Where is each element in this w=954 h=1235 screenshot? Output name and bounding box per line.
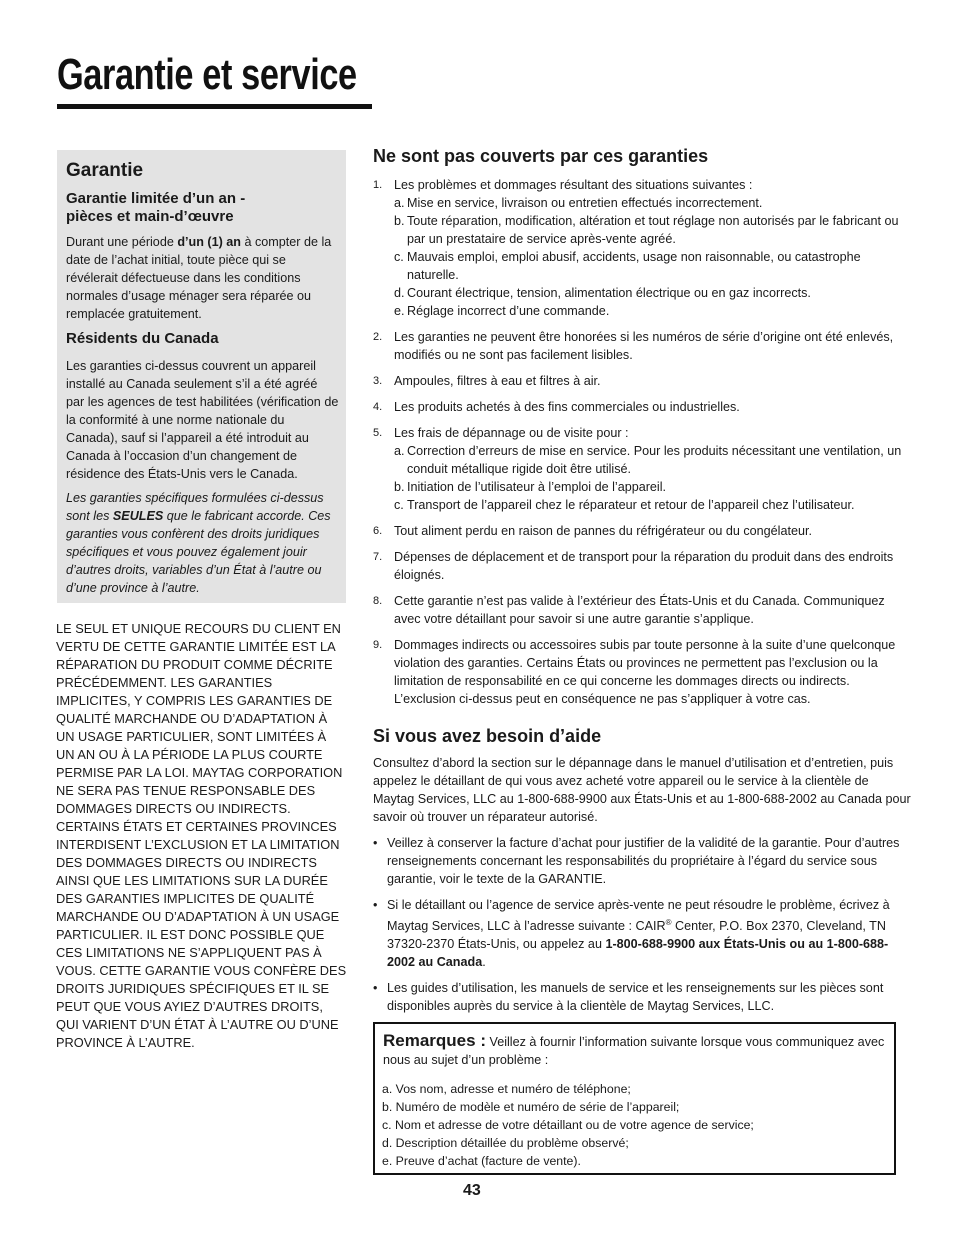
- notes-label: Remarques :: [383, 1031, 486, 1050]
- sub-item: [394, 284, 913, 302]
- note-bold: SEULES: [112, 509, 164, 523]
- disclaimer-text: LE SEUL ET UNIQUE RECOURS DU CLIENT EN VERTU DE CETTE GARANTIE LIMITÉE EST LA RÉPARATION DU PRODUIT COMME DÉCRITE PRÉCÉDEMMENT. LES GARANTIES IMPLICITES, Y COMPRIS LES GARANTIES DE QUALITÉ MARCHANDE OU D’ADAPTATION À UN USAGE PARTICULIER, SONT LIMITÉES À UN AN OU À LA PÉRIODE LA PLUS COURTE PERMISE PAR LA LOI. MAYTAG CORPORATION NE SERA PAS TENUE RESPONSABLE DES DOMMAGES DIRECTS OU INDIRECTS. CERTAINS ÉTATS ET CERTAINES PROVINCES INTERDISENT L’EXCLUSION ET LA LIMITATION DES DOMMAGES DIRECTS OU INDIRECTS AINSI QUE LES LIMITATIONS SUR LA DURÉE DES GARANTIES IMPLICITES DE QUALITÉ MARCHANDE OU D’ADAPTATION À UN USAGE PARTICULIER. IL EST DONC POSSIBLE QUE CES LIMITATIONS NE S’APPLIQUENT PAS À VOUS. CETTE GARANTIE VOUS CONFÈRE DES DROITS JURIDIQUES SPÉCIFIQUES ET IL SE PEUT QUE VOUS AYIEZ D’AUTRES DROITS, QUI VARIENT D’UN ÉTAT À L’AUTRE OU D’UNE PROVINCE À L’AUTRE.: [56, 621, 347, 1050]
- item-text: Dommages indirects ou accessoires subis par toute personne à la suite d’une quelconque violation des garanties. Certains États ou provinces ne permettent pas l’exclusion ou la limitation de responsabilité en ce qui concerne les dommages directs ou indirects. L’exclusion ci-dessus peut en conséquence ne pas s’appliquer à votre cas.: [394, 638, 896, 706]
- notes-items: [382, 1080, 754, 1170]
- help-intro: Consultez d’abord la section sur le dépannage dans le manuel d’utilisation et d’entretien, puis appelez le détaillant de qui vous avez acheté votre appareil ou le service à la clientèle de Maytag Services, LLC au 1-800-688-9900 aux États-Unis et au 1-800-688-2002 au Canada pour savoir où trouver un réparateur autorisé.: [373, 756, 911, 824]
- sub-item-text: Transport de l’appareil chez le réparateur et retour de l’appareil chez l’utilisateur.: [407, 498, 855, 512]
- limited-heading-line2: pièces et main-d’œuvre: [66, 208, 234, 225]
- bullet-text-after: .: [482, 955, 486, 970]
- sub-item: [394, 248, 913, 284]
- item-number: 3.: [373, 375, 383, 387]
- sub-item: [394, 194, 913, 212]
- title-underline: [57, 104, 372, 109]
- sub-item-letter: e.: [394, 304, 405, 318]
- exclusion-item: [373, 636, 913, 708]
- exclusions-list: [373, 176, 913, 716]
- sub-item-text: Réglage incorrect d’une commande.: [407, 304, 610, 318]
- notes-box: [373, 1022, 896, 1175]
- sub-item-text: Courant électrique, tension, alimentation électrique ou en gaz incorrects.: [407, 286, 811, 300]
- item-text: Cette garantie n’est pas valide à l’extérieur des États-Unis et du Canada. Communiquez avec votre détaillant pour savoir si une autre garantie s’applique.: [394, 594, 885, 626]
- sub-item-letter: a.: [394, 196, 405, 210]
- help-heading: Si vous avez besoin d’aide: [373, 726, 602, 746]
- exclusions-heading: Ne sont pas couverts par ces garanties: [373, 146, 709, 166]
- exclusion-item: [373, 548, 913, 584]
- item-text: Les produits achetés à des fins commerciales ou industrielles.: [394, 400, 740, 414]
- sub-item-letter: a.: [394, 444, 405, 458]
- sub-item-text: Initiation de l’utilisateur à l’emploi de l’appareil.: [407, 480, 667, 494]
- sub-item: [394, 442, 913, 478]
- limited-warranty-text: [66, 233, 339, 323]
- item-number: 5.: [373, 427, 383, 439]
- item-number: 8.: [373, 595, 383, 607]
- sub-item-letter: b.: [394, 214, 405, 228]
- item-number: 2.: [373, 331, 383, 343]
- note-before: Les garanties spécifiques formulées ci-dessus sont les: [66, 491, 324, 523]
- exclusion-item: [373, 328, 913, 364]
- bullet-phone-numbers: 1-800-688-9900 aux États-Unis ou au 1-800-688-2002 au Canada: [387, 937, 889, 970]
- sub-item-text: Toute réparation, modification, altération et tout réglage non autorisés par le fabricant ou par un prestataire de service après-vente agréé.: [407, 214, 899, 246]
- registered-mark: ®: [665, 918, 672, 927]
- exclusion-item: [373, 372, 913, 390]
- list-item: [373, 979, 913, 1015]
- bullet-text: Veillez à conserver la facture d’achat pour justifier de la validité de la garantie. Pour d’autres renseignements concernant les responsabilités du propriétaire à l’égard du service sous garantie, voir le texte de la GARANTIE.: [387, 836, 900, 886]
- sub-item-letter: c.: [394, 498, 404, 512]
- exclusion-item: [373, 398, 913, 416]
- notes-intro: [383, 1032, 888, 1069]
- canada-text: Les garanties ci-dessus couvrent un appareil installé au Canada seulement s’il a été agréé par les agences de test habilitées (vérification de la conformité à une norme nationale du Canada), sauf si l’appareil a été introduit au Canada à l’occasion d’un changement de résidence des États-Unis vers le Canada.: [66, 359, 339, 481]
- list-item: [373, 834, 913, 888]
- list-item: b. Numéro de modèle et numéro de série de l’appareil;: [382, 1100, 680, 1114]
- sub-item: [394, 478, 913, 496]
- limited-text-bold: d’un (1) an: [177, 235, 241, 249]
- warranty-box: [57, 150, 346, 603]
- exclusion-item: [373, 424, 913, 514]
- sub-item: [394, 496, 913, 514]
- item-number: 9.: [373, 639, 383, 651]
- list-item: d. Description détaillée du problème observé;: [382, 1136, 629, 1150]
- list-item: e. Preuve d’achat (facture de vente).: [382, 1154, 581, 1168]
- sub-item: [394, 302, 913, 320]
- item-text: Dépenses de déplacement et de transport pour la réparation du produit dans des endroits éloignés.: [394, 550, 894, 582]
- sub-item-text: Mise en service, livraison ou entretien effectués incorrectement.: [407, 196, 763, 210]
- list-item: c. Nom et adresse de votre détaillant ou de votre agence de service;: [382, 1118, 754, 1132]
- item-text: Les frais de dépannage ou de visite pour :: [394, 426, 629, 440]
- help-bullets: [373, 834, 913, 1023]
- bullet-glyph: •: [373, 836, 378, 850]
- limited-warranty-heading: [66, 190, 336, 226]
- canada-heading: Résidents du Canada: [66, 330, 219, 347]
- item-text: Tout aliment perdu en raison de pannes du réfrigérateur ou du congélateur.: [394, 524, 812, 538]
- sub-item-letter: d.: [394, 286, 405, 300]
- limited-text-after: à compter de la date de l’achat initial, toute pièce qui se révélerait défectueuse dans les conditions normales d’usage ménager sera réparée ou remplacée gratuitement.: [66, 235, 332, 321]
- bullet-text-middle: Center, P.O. Box 2370, Cleveland, TN 37320-2370 États-Unis, ou appelez au: [387, 919, 886, 952]
- exclusion-item: [373, 592, 913, 628]
- warranty-heading: Garantie: [66, 160, 144, 181]
- sub-item-letter: b.: [394, 480, 405, 494]
- sub-item-text: Mauvais emploi, emploi abusif, accidents, usage non raisonnable, ou catastrophe naturelle.: [407, 250, 861, 282]
- item-text: Ampoules, filtres à eau et filtres à air.: [394, 374, 601, 388]
- list-item: [373, 896, 913, 971]
- item-number: 6.: [373, 525, 383, 537]
- item-text: Les problèmes et dommages résultant des situations suivantes :: [394, 178, 753, 192]
- item-number: 1.: [373, 179, 383, 191]
- sub-item: [394, 212, 913, 248]
- list-item: a. Vos nom, adresse et numéro de téléphone;: [382, 1082, 631, 1096]
- bullet-text: Les guides d’utilisation, les manuels de service et les renseignements sur les pièces sont disponibles auprès du service à la clientèle de Maytag Services, LLC.: [387, 981, 884, 1014]
- bullet-text-before: Si le détaillant ou l’agence de service après-vente ne peut résoudre le problème, écrivez à Maytag Services, LLC à l’adresse suivante : CAIR: [387, 898, 890, 934]
- note-after: que le fabricant accorde. Ces garanties vous confèrent des droits juridiques spécifiques et vous pouvez également jouir d’autres droits, variables d’un État à l’autre ou d’une province à l’autre.: [66, 509, 331, 595]
- notes-intro-text: Veillez à fournir l’information suivante lorsque vous communiquez avec nous au sujet d’un problème :: [383, 1035, 885, 1067]
- sub-item-text: Correction d’erreurs de mise en service. Pour les produits nécessitant une ventilation, un conduit métallique rigide doit être utilisé.: [407, 444, 902, 476]
- limited-heading-line1: Garantie limitée d’un an -: [66, 190, 246, 207]
- exclusion-item: [373, 176, 913, 320]
- item-text: Les garanties ne peuvent être honorées si les numéros de série d’origine ont été enlevés, modifiés ou ne sont pas facilement lisibles.: [394, 330, 894, 362]
- exclusion-item: [373, 522, 913, 540]
- specific-warranty-note: [66, 489, 339, 597]
- item-number: 7.: [373, 551, 383, 563]
- sub-item-letter: c.: [394, 250, 404, 264]
- bullet-glyph: •: [373, 898, 378, 912]
- limited-text-before: Durant une période: [66, 235, 178, 249]
- bullet-glyph: •: [373, 981, 378, 996]
- page-number: 43: [463, 1182, 481, 1199]
- item-number: 4.: [373, 401, 383, 413]
- page-title: Garantie et service: [57, 50, 357, 99]
